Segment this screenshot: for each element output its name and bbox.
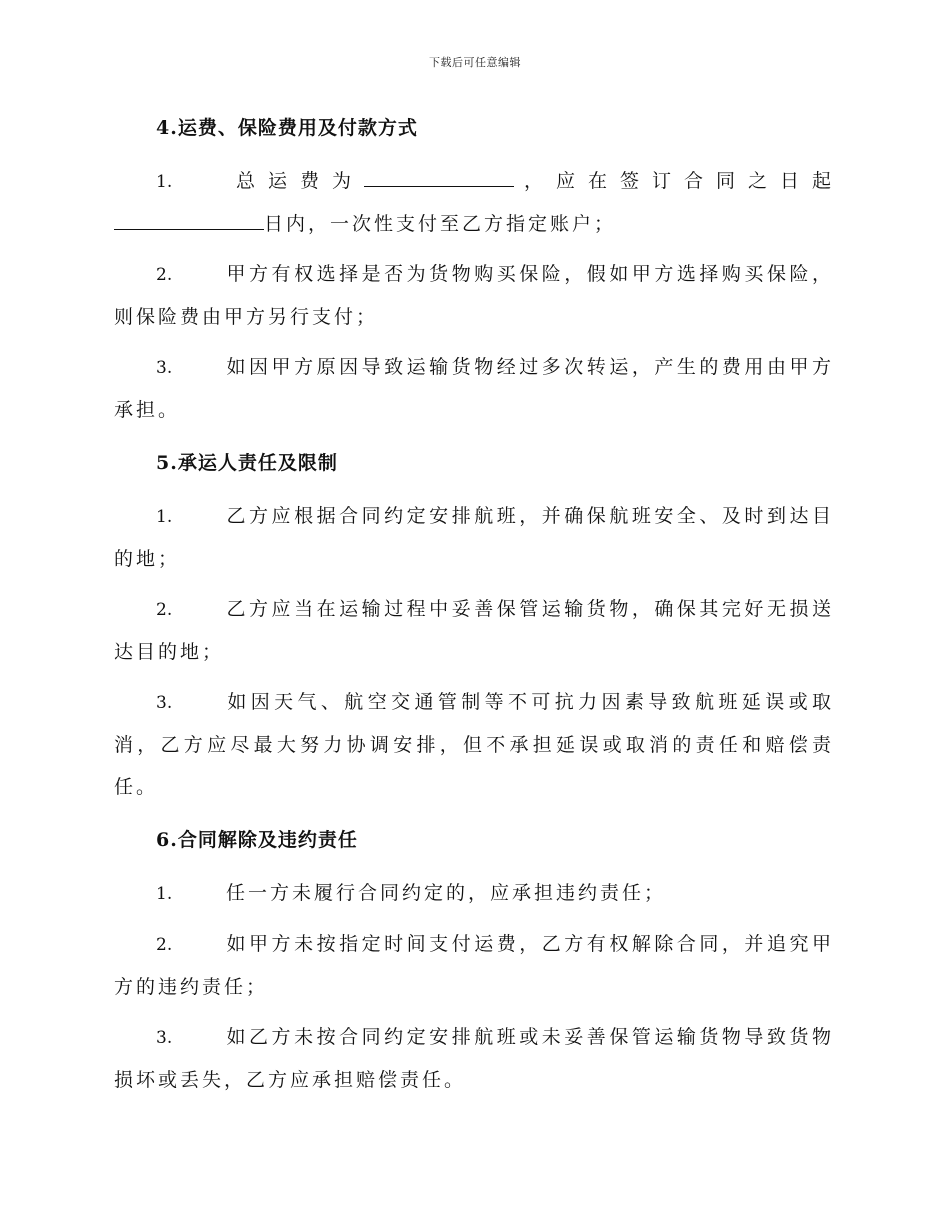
section-4-item-2: [114, 253, 834, 338]
section-5-item-2: [114, 588, 834, 673]
item-number: 3.: [156, 358, 173, 378]
section-title-5: 5.承运人责任及限制: [156, 452, 338, 474]
header-note: 下载后可任意编辑: [429, 56, 521, 69]
section-4-item-3: [114, 346, 834, 431]
section-5-item-3: [114, 681, 834, 808]
item-text: 任一方未履行合同约定的，应承担违约责任；: [226, 882, 667, 904]
item-number: 2.: [156, 600, 173, 620]
item-text: 如因甲方原因导致运输货物经过多次转运，产生的费用由甲方承担。: [114, 356, 834, 421]
blank-line-days: [114, 211, 264, 230]
item-number: 2.: [156, 935, 173, 955]
item-text: 如乙方未按合同约定安排航班或未妥善保管运输货物导致货物损坏或丢失，乙方应承担赔偿责任。: [114, 1026, 834, 1091]
item-text: 如甲方未按指定时间支付运费，乙方有权解除合同，并追究甲方的违约责任；: [114, 933, 834, 998]
item-text-part: ，应在签订合同之日起: [514, 170, 834, 192]
item-number: 1.: [156, 507, 173, 527]
section-title-4: 4.运费、保险费用及付款方式: [156, 117, 418, 139]
section-4-item-1: [114, 160, 834, 245]
section-6-item-1: [114, 872, 834, 915]
section-6-item-3: [114, 1016, 834, 1101]
item-number: 1.: [156, 172, 173, 192]
item-text: 如因天气、航空交通管制等不可抗力因素导致航班延误或取消，乙方应尽最大努力协调安排，但不承担延误或取消的责任和赔偿责任。: [114, 691, 834, 798]
section-title-6: 6.合同解除及违约责任: [156, 829, 358, 851]
item-text: 乙方应根据合同约定安排航班，并确保航班安全、及时到达目的地；: [114, 505, 834, 570]
item-text-part: 总运费为: [226, 170, 364, 192]
item-number: 3.: [156, 1028, 173, 1048]
item-text: 甲方有权选择是否为货物购买保险，假如甲方选择购买保险，则保险费由甲方另行支付；: [114, 263, 834, 328]
document-body: [114, 112, 834, 1101]
section-5-item-1: [114, 495, 834, 580]
item-text: 乙方应当在运输过程中妥善保管运输货物，确保其完好无损送达目的地；: [114, 598, 834, 663]
item-number: 2.: [156, 265, 173, 285]
item-text-part: 日内，一次性支付至乙方指定账户；: [264, 213, 617, 235]
blank-line-freight-total: [364, 168, 514, 187]
section-6-item-2: [114, 923, 834, 1008]
item-number: 3.: [156, 693, 173, 713]
item-number: 1.: [156, 884, 173, 904]
